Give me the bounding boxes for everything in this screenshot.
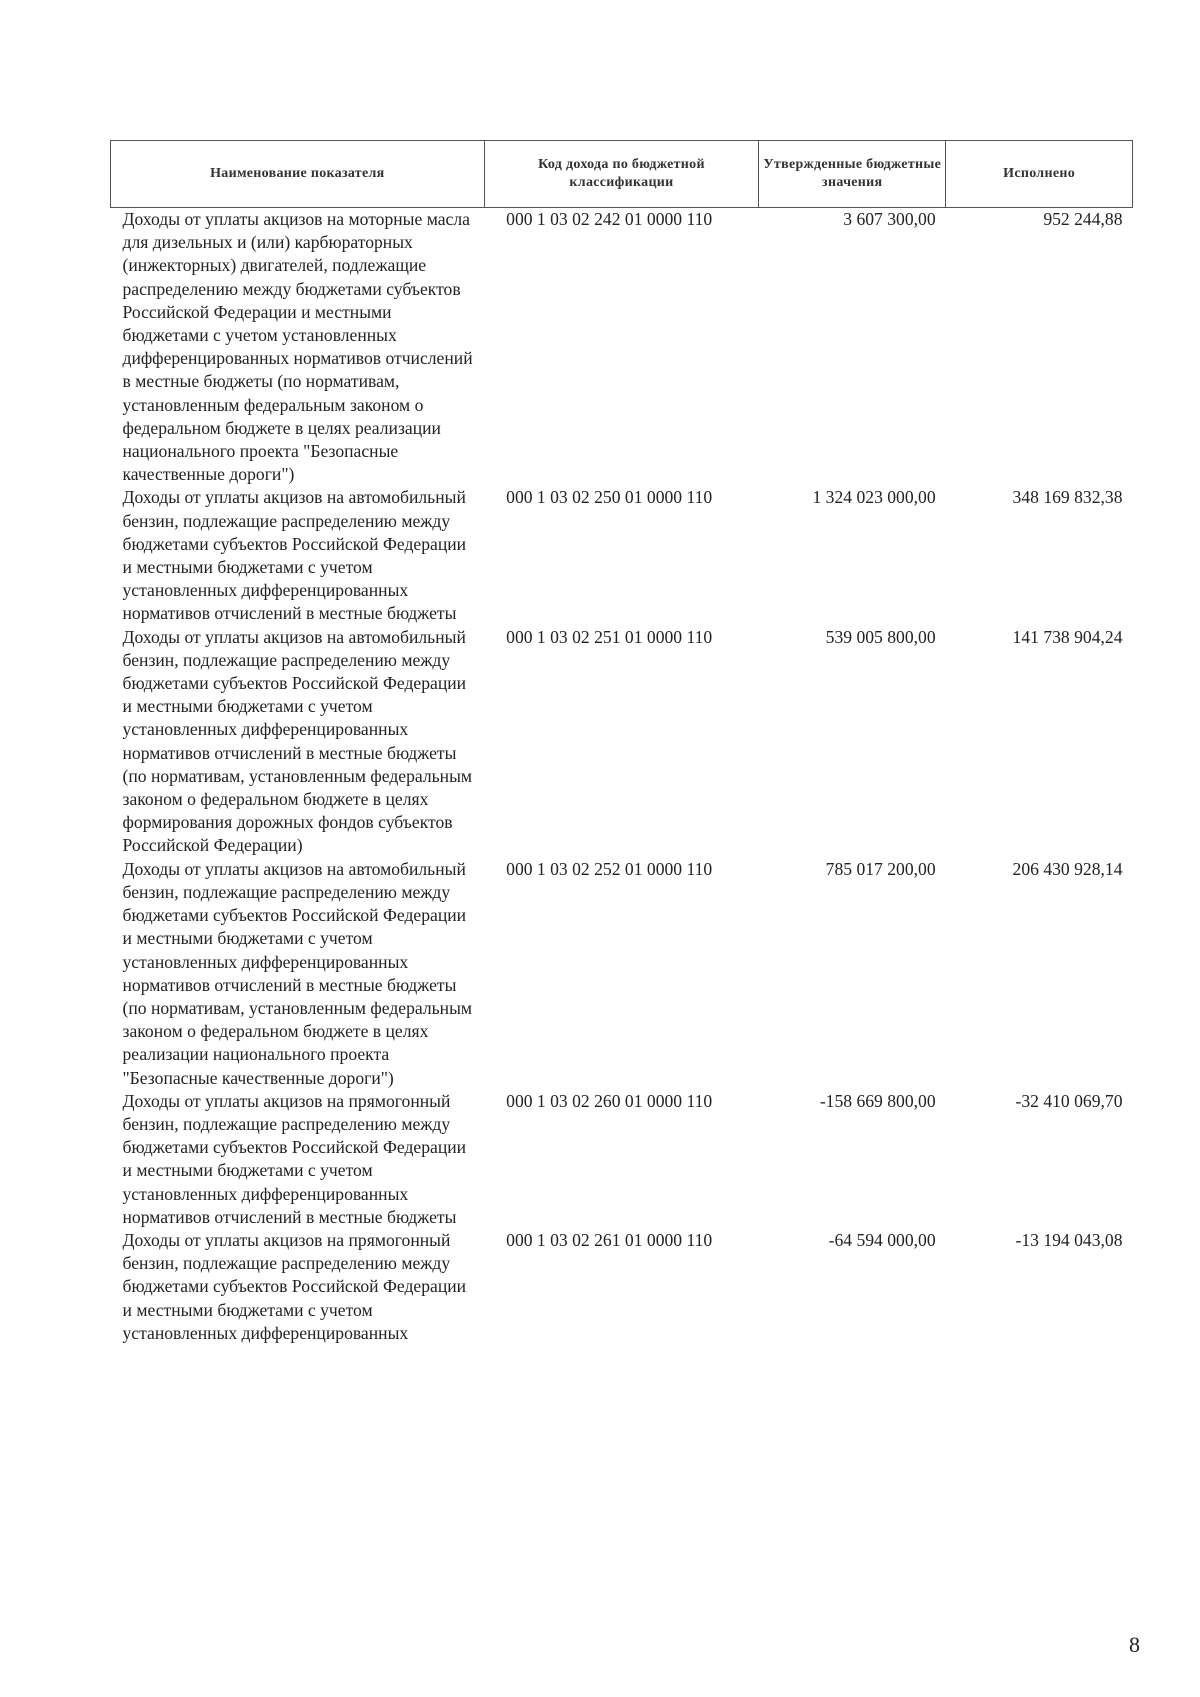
approved-value-cell: 1 324 023 000,00 [812,487,936,508]
table-row [111,858,1133,1090]
table-body [111,208,1133,1345]
table-row [111,626,1133,858]
indicator-name-cell: Доходы от уплаты акцизов на прямогонный бензин, подлежащие распределению между бюджетами субъектов Российской Федерации и местными бюджетами с учетом установленных дифференцированных [122,1229,467,1343]
executed-value-cell: 952 244,88 [1043,209,1123,229]
table-header [111,141,1133,208]
indicator-name-cell: Доходы от уплаты акцизов на моторные масла для дизельных и (или) карбюраторных (инжекторных) двигателей, подлежащие распределению между бюджетами субъектов Российской Федерации и местными бюджетами с учетом установленных дифференцированных нормативов отчислений в местные бюджеты (по нормативам, установленным федеральным законом о федеральном бюджете в целях реализации национального проекта "Безопасные качественные дороги") [122,209,473,485]
page-number: 8 [1129,1632,1140,1657]
budget-code-cell: 000 1 03 02 250 01 0000 110 [506,487,713,508]
budget-code-cell: 000 1 03 02 251 01 0000 110 [506,626,713,647]
header-row [111,141,1133,208]
header-budget-code: Код дохода по бюджетной классификации [484,141,759,208]
header-approved-values: Утвержденные бюджетные значения [759,141,946,208]
approved-value-cell: -158 669 800,00 [819,1090,936,1111]
executed-value-cell: 206 430 928,14 [1012,858,1123,879]
header-executed: Исполнено [946,141,1133,208]
table-row [111,486,1133,625]
budget-code-cell: 000 1 03 02 261 01 0000 110 [506,1229,713,1250]
table-row [111,208,1133,487]
executed-value-cell: 348 169 832,38 [1012,487,1123,508]
approved-value-cell: 785 017 200,00 [825,858,936,879]
indicator-name-cell: Доходы от уплаты акцизов на автомобильный бензин, подлежащие распределению между бюджетами субъектов Российской Федерации и местными бюджетами с учетом установленных дифференцированных нормативов отчислений в местные бюджеты (по нормативам, установленным федеральным законом о федеральном бюджете в целях формирования дорожных фондов субъектов Российской Федерации) [122,626,473,856]
indicator-name-cell: Доходы от уплаты акцизов на автомобильный бензин, подлежащие распределению между бюджетами субъектов Российской Федерации и местными бюджетами с учетом установленных дифференцированных нормативов отчислений в местные бюджеты [122,487,467,624]
table-row [111,1090,1133,1229]
approved-value-cell: -64 594 000,00 [828,1229,936,1250]
budget-revenue-table [110,140,1133,1345]
budget-code-cell: 000 1 03 02 252 01 0000 110 [506,858,713,879]
budget-code-cell: 000 1 03 02 242 01 0000 110 [506,209,713,229]
budget-code-cell: 000 1 03 02 260 01 0000 110 [506,1090,713,1111]
executed-value-cell: -32 410 069,70 [1015,1090,1123,1111]
indicator-name-cell: Доходы от уплаты акцизов на прямогонный бензин, подлежащие распределению между бюджетами субъектов Российской Федерации и местными бюджетами с учетом установленных дифференцированных нормативов отчислений в местные бюджеты [122,1090,467,1227]
executed-value-cell: -13 194 043,08 [1015,1229,1123,1250]
approved-value-cell: 539 005 800,00 [825,626,936,647]
table-row [111,1229,1133,1345]
header-indicator-name: Наименование показателя [111,141,485,208]
approved-value-cell: 3 607 300,00 [843,209,936,229]
executed-value-cell: 141 738 904,24 [1012,626,1123,647]
indicator-name-cell: Доходы от уплаты акцизов на автомобильный бензин, подлежащие распределению между бюджетами субъектов Российской Федерации и местными бюджетами с учетом установленных дифференцированных нормативов отчислений в местные бюджеты (по нормативам, установленным федеральным законом о федеральном бюджете в целях реализации национального проекта "Безопасные качественные дороги") [122,858,473,1088]
